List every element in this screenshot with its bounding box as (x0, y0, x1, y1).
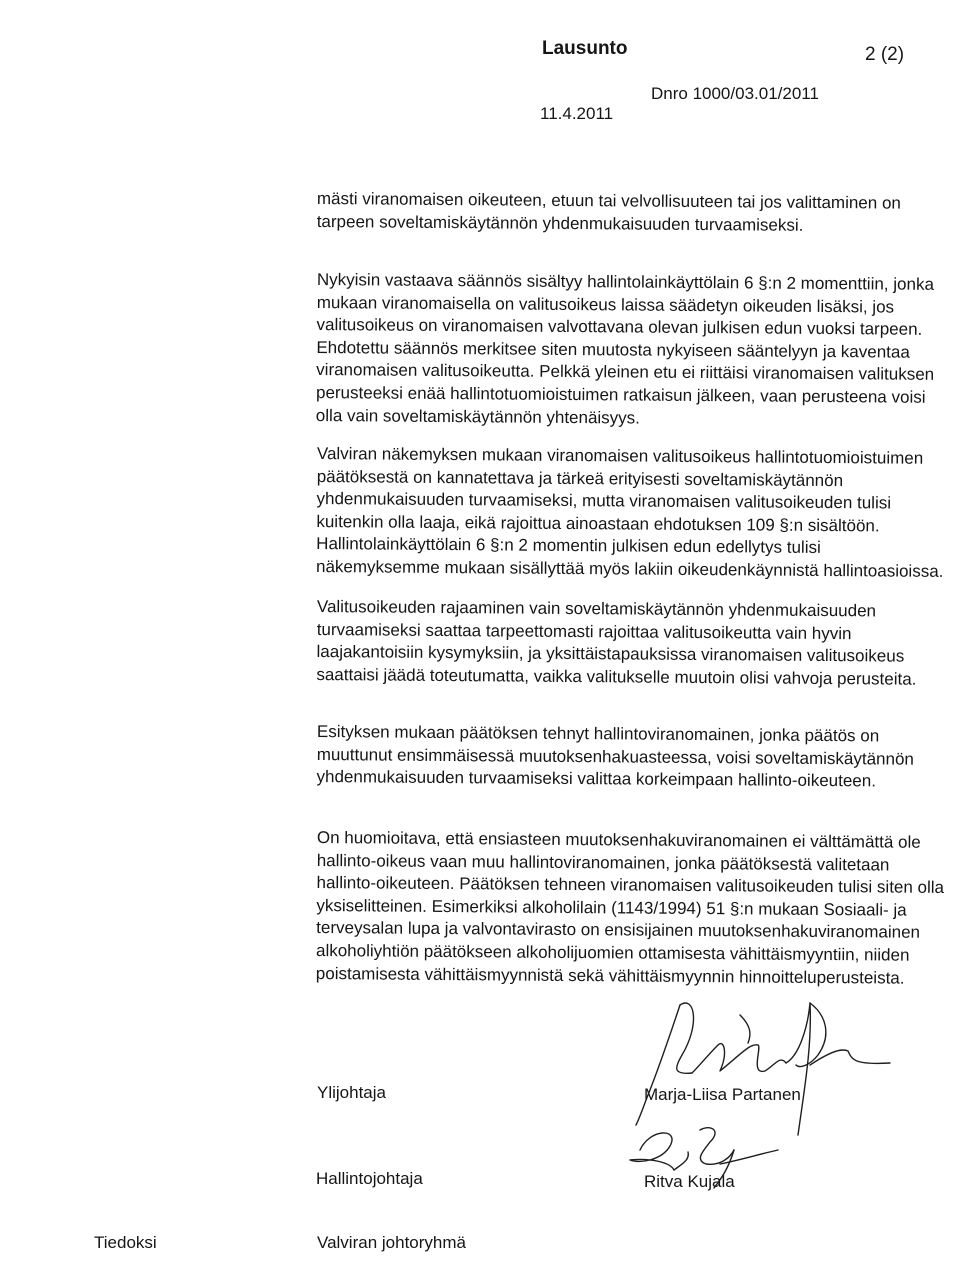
signer-name-1: Marja-Liisa Partanen (644, 1085, 801, 1104)
document-date: 11.4.2011 (540, 104, 614, 123)
body-paragraph: On huomioitava, että ensiasteen muutoksenhakuviranomainen ei välttämättä ole hallinto-oikeus vaan muu hallintoviranomainen, jonka päätöksestä valitetaan hallinto-oikeuteen. Päätöksen tehneen viranomaisen valitusoikeuden tulisi siten olla yksiselitteinen. Esimerkiksi alkoholilain (1143/1994) 51 §:n mukaan Sosiaali- ja terveysalan lupa ja valvontavirasto on ensisijainen muutoksenhakuviranomainen alkoholiyhtiön päätökseen alkoholijuomien ottamisesta vähittäismyyntiin, niiden poistamisesta vähittäismyynnistä sekä vähittäismyynnin hinnoitteluperusteista. (315, 827, 945, 988)
distribution-recipient: Valviran johtoryhmä (317, 1233, 466, 1252)
distribution-label: Tiedoksi (94, 1233, 157, 1252)
handwritten-signature-1 (600, 985, 900, 1135)
document-type: Lausunto (542, 38, 628, 59)
body-paragraph: mästi viranomaisen oikeuteen, etuun tai velvollisuuteen tai jos valittaminen on tarpeen soveltamiskäytännön yhdenmukaisuuden turvaamiseksi. (316, 188, 901, 235)
signer-role-1: Ylijohtaja (317, 1083, 386, 1102)
page-number: 2 (2) (865, 44, 905, 65)
body-paragraph: Valitusoikeuden rajaaminen vain soveltamiskäytännön yhdenmukaisuuden turvaamiseksi saattaa tarpeettomasti rajoittaa valitusoikeutta vain hyvin laajakantoisiin kysymyksiin, ja yksittäistapauksissa viranomaisen valitusoikeus saattaisi jäädä toteutumatta, vaikka valitukselle muutoin olisi vahvoja perusteita. (316, 596, 917, 689)
signer-role-2: Hallintojohtaja (316, 1169, 423, 1188)
body-paragraph: Nykyisin vastaava säännös sisältyy hallintolainkäyttölain 6 §:n 2 momenttiin, jonka mukaan viranomaisella on valitusoikeus laissa säädetyn oikeuden lisäksi, jos valitusoikeus on viranomaisen valvottavana olevan julkisen edun vuoksi tarpeen. Ehdotettu säännös merkitsee siten muutosta nykyiseen sääntelyyn ja kaventaa viranomaisen valitusoikeutta. Pelkkä yleinen etu ei riittäisi viranomaisen valituksen perusteeksi enää hallintotuomioistuimen ratkaisun jälkeen, vaan perusteena voisi olla vain soveltamiskäytännön yhtenäisyys. (315, 269, 935, 428)
signer-name-2: Ritva Kujala (644, 1172, 735, 1191)
body-paragraph: Esityksen mukaan päätöksen tehnyt hallintoviranomainen, jonka päätös on muuttunut ensimmäisessä muutoksenhakuasteessa, voisi soveltamiskäytännön yhdenmukaisuuden turvaamiseksi valittaa korkeimpaan hallinto-oikeuteen. (316, 721, 914, 791)
handwritten-signature-2 (610, 1120, 810, 1200)
record-number: Dnro 1000/03.01/2011 (651, 84, 819, 103)
body-paragraph: Valviran näkemyksen mukaan viranomaisen valitusoikeus hallintotuomioistuimen päätöksestä on kannatettava ja tärkeä erityisesti soveltamiskäytännön yhdenmukaisuuden turvaamiseksi, mutta viranomaisen valitusoikeuden tulisi kuitenkin olla laaja, eikä rajoittua ainoastaan ehdotuksen 109 §:n sisältöön. Hallintolainkäyttölain 6 §:n 2 momentin julkisen edun edellytys tulisi näkemyksemme mukaan sisällyttää myös lakiin oikeudenkäynnistä hallintoasioissa. (315, 443, 944, 581)
